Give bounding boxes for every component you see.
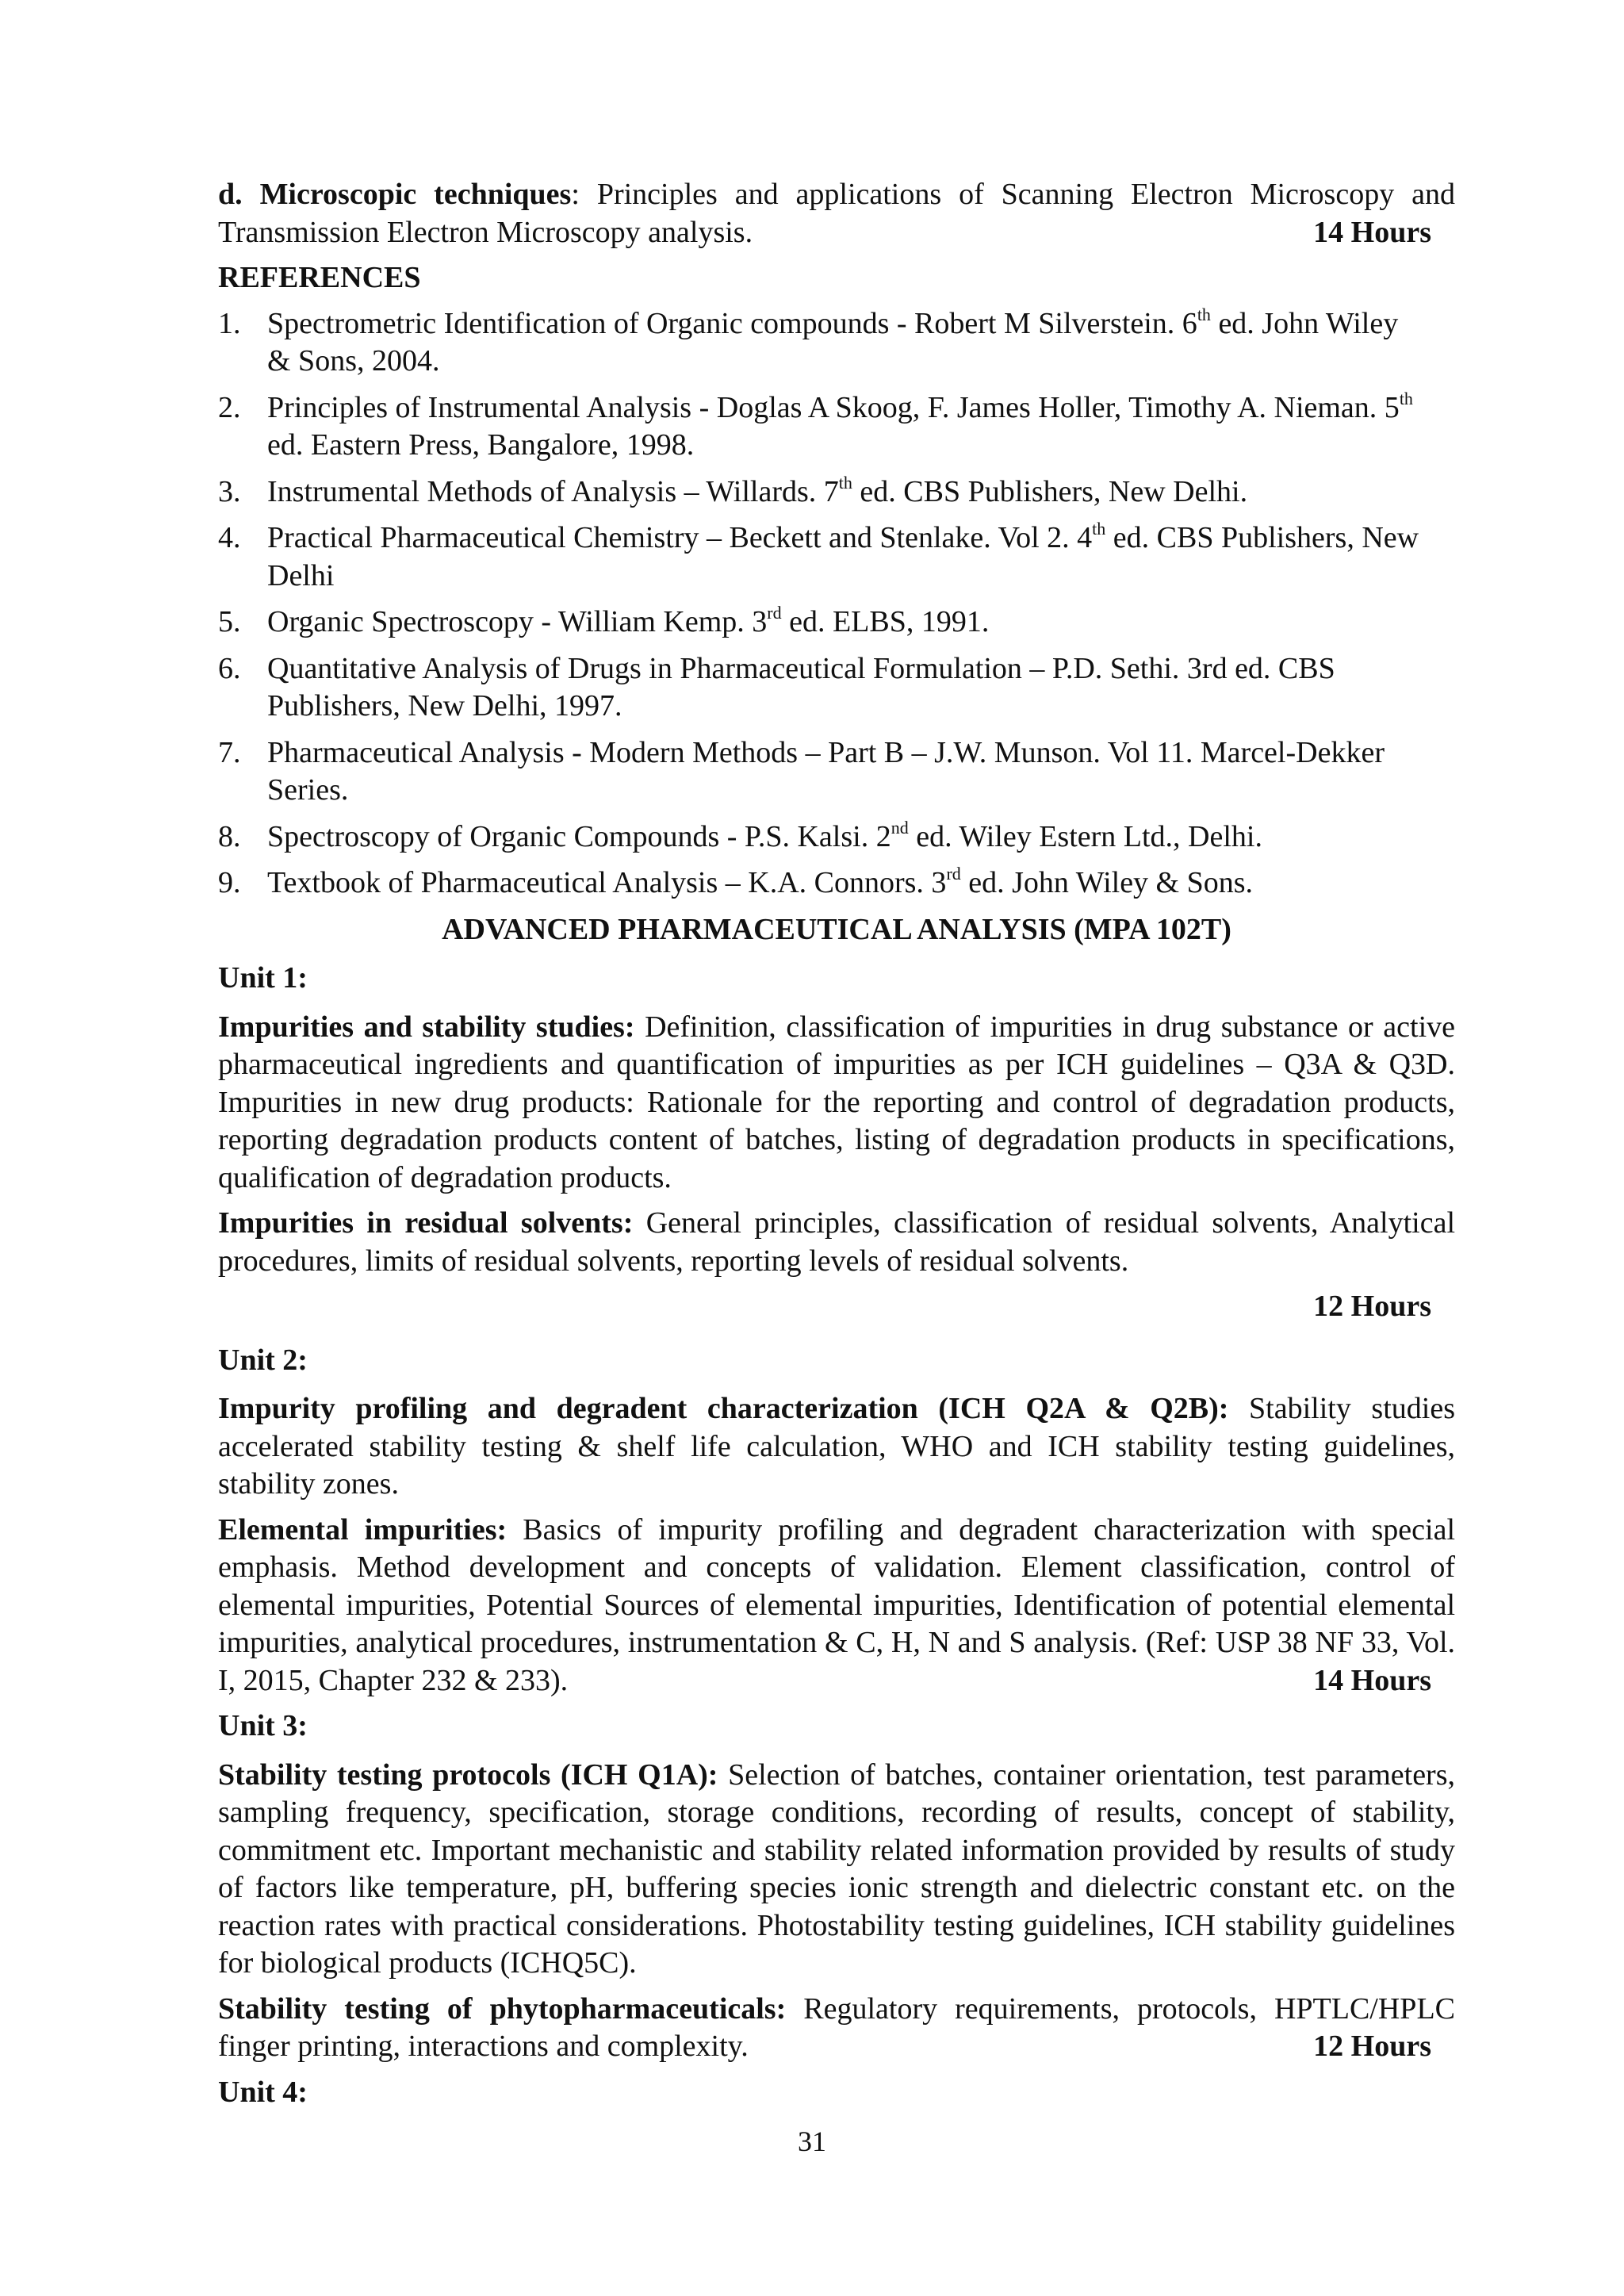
unit3-paragraph-2 xyxy=(218,1991,1455,2066)
reference-text xyxy=(267,604,1455,642)
reference-superscript: rd xyxy=(946,864,961,884)
reference-text xyxy=(267,734,1455,810)
section-d-text: : Principles and applications of Scanning Electron Microscopy and Transmission Electron Microscopy analysis. xyxy=(218,178,1456,249)
reference-superscript: th xyxy=(838,472,852,493)
unit1-heading: Unit 1: xyxy=(218,961,308,995)
reference-text-tail: ed. John Wiley & Sons. xyxy=(960,866,1254,899)
reference-text-tail: ed. John Wiley & Sons, 2004. xyxy=(267,306,1399,378)
reference-item xyxy=(218,650,1455,726)
unit1-hours: 12 Hours xyxy=(1313,1290,1431,1323)
reference-number: 8. xyxy=(218,819,241,853)
reference-number: 1. xyxy=(218,306,241,340)
reference-item xyxy=(218,734,1455,810)
unit3-p1-label: Stability testing protocols (ICH Q1A): xyxy=(218,1757,718,1792)
unit3-p1-text: Selection of batches, container orientation, test parameters, sampling frequency, specification, storage conditions, recording of results, concept of stability, commitment etc. Important mechanistic and stability related information provided by results of study of factors like temperature, pH, buffering species ionic strength and dielectric constant etc. on the reaction rates with practical considerations. Photostability testing guidelines, ICH stability guidelines for biological products (ICHQ5C). xyxy=(218,1757,1455,1980)
reference-gap xyxy=(218,511,1455,519)
unit1-paragraph-2 xyxy=(218,1205,1455,1280)
reference-text-main: Spectroscopy of Organic Compounds - P.S. Kalsi. 2 xyxy=(267,819,891,853)
unit2-p2-label: Elemental impurities: xyxy=(218,1512,508,1547)
reference-superscript: rd xyxy=(767,603,782,623)
unit3-hours: 12 Hours xyxy=(1313,2030,1431,2063)
reference-text-main: Instrumental Methods of Analysis – Willards. 7 xyxy=(267,474,839,508)
reference-gap xyxy=(218,381,1455,389)
reference-gap xyxy=(218,903,1455,911)
document-page xyxy=(218,176,1455,2111)
reference-gap xyxy=(218,856,1455,864)
unit1-p1-label: Impurities and stability studies: xyxy=(218,1010,635,1044)
unit4-heading: Unit 4: xyxy=(218,2075,308,2109)
unit3-p2-text: Regulatory requirements, protocols, HPTLC/HPLC finger printing, interactions and complexity. xyxy=(218,1991,1455,2063)
reference-text-main: Practical Pharmaceutical Chemistry – Beckett and Stenlake. Vol 2. 4 xyxy=(267,521,1093,554)
reference-gap xyxy=(218,642,1455,650)
reference-text-main: Spectrometric Identification of Organic compounds - Robert M Silverstein. 6 xyxy=(267,306,1197,340)
unit1-p2-text: General principles, classification of residual solvents, Analytical procedures, limits of residual solvents, reporting levels of residual solvents. xyxy=(218,1206,1455,1278)
unit3-heading: Unit 3: xyxy=(218,1709,308,1742)
reference-gap xyxy=(218,465,1455,473)
section-d-hours: 14 Hours xyxy=(1313,215,1431,249)
reference-text xyxy=(267,519,1455,595)
reference-number: 6. xyxy=(218,651,241,685)
unit3-paragraph-1 xyxy=(218,1757,1455,1983)
reference-text-tail: ed. CBS Publishers, New Delhi xyxy=(267,521,1419,592)
reference-text xyxy=(267,864,1455,903)
section-d-paragraph xyxy=(218,176,1455,251)
unit1-p1-text: Definition, classification of impurities in drug substance or active pharmaceutical ingredients and quantification of impurities as per ICH guidelines – Q3A & Q3D. Impurities in new drug products: Rationale for the reporting and control of degradation products, reporting degradation products content of batches, listing of degradation products in specifications, qualification of degradation products. xyxy=(218,1010,1455,1194)
reference-number: 3. xyxy=(218,474,241,508)
reference-text-main: Pharmaceutical Analysis - Modern Methods – Part B – J.W. Munson. Vol 11. Marcel-Dekker Series. xyxy=(267,735,1385,807)
unit1-p2-label: Impurities in residual solvents: xyxy=(218,1206,634,1240)
unit3-p2-label: Stability testing of phytopharmaceuticals: xyxy=(218,1991,787,2026)
unit2-paragraph-2 xyxy=(218,1512,1455,1700)
unit2-p2-text: Basics of impurity profiling and degradent characterization with special emphasis. Method development and concepts of validation. Element classification, control of elemental impurities, Potential Sources of elemental impurities, Identification of potential elemental impurities, analytical procedures, instrumentation & C, H, N and S analysis. (Ref: USP 38 NF 33, Vol. I, 2015, Chapter 232 & 233). xyxy=(218,1512,1456,1697)
page-number: 31 xyxy=(798,2125,826,2157)
reference-item xyxy=(218,473,1455,512)
reference-number: 4. xyxy=(218,521,241,554)
reference-number: 2. xyxy=(218,390,241,424)
reference-text xyxy=(267,305,1455,381)
reference-gap xyxy=(218,726,1455,734)
reference-text-tail: ed. ELBS, 1991. xyxy=(781,605,990,638)
unit2-p1-text: Stability studies accelerated stability testing & shelf life calculation, WHO and ICH stability testing guidelines, stability zones. xyxy=(218,1392,1455,1501)
reference-number: 9. xyxy=(218,866,241,899)
reference-number: 5. xyxy=(218,605,241,638)
unit2-heading: Unit 2: xyxy=(218,1343,308,1377)
reference-item xyxy=(218,864,1455,903)
reference-superscript: th xyxy=(1197,304,1211,324)
references-heading: REFERENCES xyxy=(218,261,421,294)
unit2-p1-label: Impurity profiling and degradent characterization (ICH Q2A & Q2B): xyxy=(218,1392,1229,1425)
section-d-label: d. Microscopic techniques xyxy=(218,178,572,211)
reference-text-tail: ed. Eastern Press, Bangalore, 1998. xyxy=(267,428,695,462)
unit1-paragraph-1 xyxy=(218,1009,1455,1198)
reference-number: 7. xyxy=(218,735,241,769)
reference-text-tail: ed. CBS Publishers, New Delhi. xyxy=(852,474,1248,508)
reference-text-main: Principles of Instrumental Analysis - Doglas A Skoog, F. James Holler, Timothy A. Nieman. 5 xyxy=(267,390,1400,424)
reference-gap xyxy=(218,595,1455,604)
course-title: ADVANCED PHARMACEUTICAL ANALYSIS (MPA 102T) xyxy=(442,912,1231,946)
reference-item xyxy=(218,818,1455,857)
references-list xyxy=(218,305,1455,911)
reference-item xyxy=(218,604,1455,642)
reference-text xyxy=(267,650,1455,726)
unit2-paragraph-1 xyxy=(218,1390,1455,1504)
reference-text-main: Organic Spectroscopy - William Kemp. 3 xyxy=(267,605,768,638)
reference-text-tail: ed. Wiley Estern Ltd., Delhi. xyxy=(908,819,1262,853)
reference-superscript: th xyxy=(1092,519,1106,539)
reference-text-main: Quantitative Analysis of Drugs in Pharmaceutical Formulation – P.D. Sethi. 3rd ed. CBS Publishers, New Delhi, 1997. xyxy=(267,651,1335,723)
reference-text-main: Textbook of Pharmaceutical Analysis – K.A. Connors. 3 xyxy=(267,866,947,899)
reference-superscript: nd xyxy=(891,817,909,838)
reference-item xyxy=(218,389,1455,465)
reference-text xyxy=(267,818,1455,857)
reference-text xyxy=(267,473,1455,512)
reference-superscript: th xyxy=(1399,388,1413,408)
unit2-hours: 14 Hours xyxy=(1313,1663,1431,1697)
reference-gap xyxy=(218,810,1455,818)
reference-text xyxy=(267,389,1455,465)
reference-item xyxy=(218,305,1455,381)
reference-item xyxy=(218,519,1455,595)
